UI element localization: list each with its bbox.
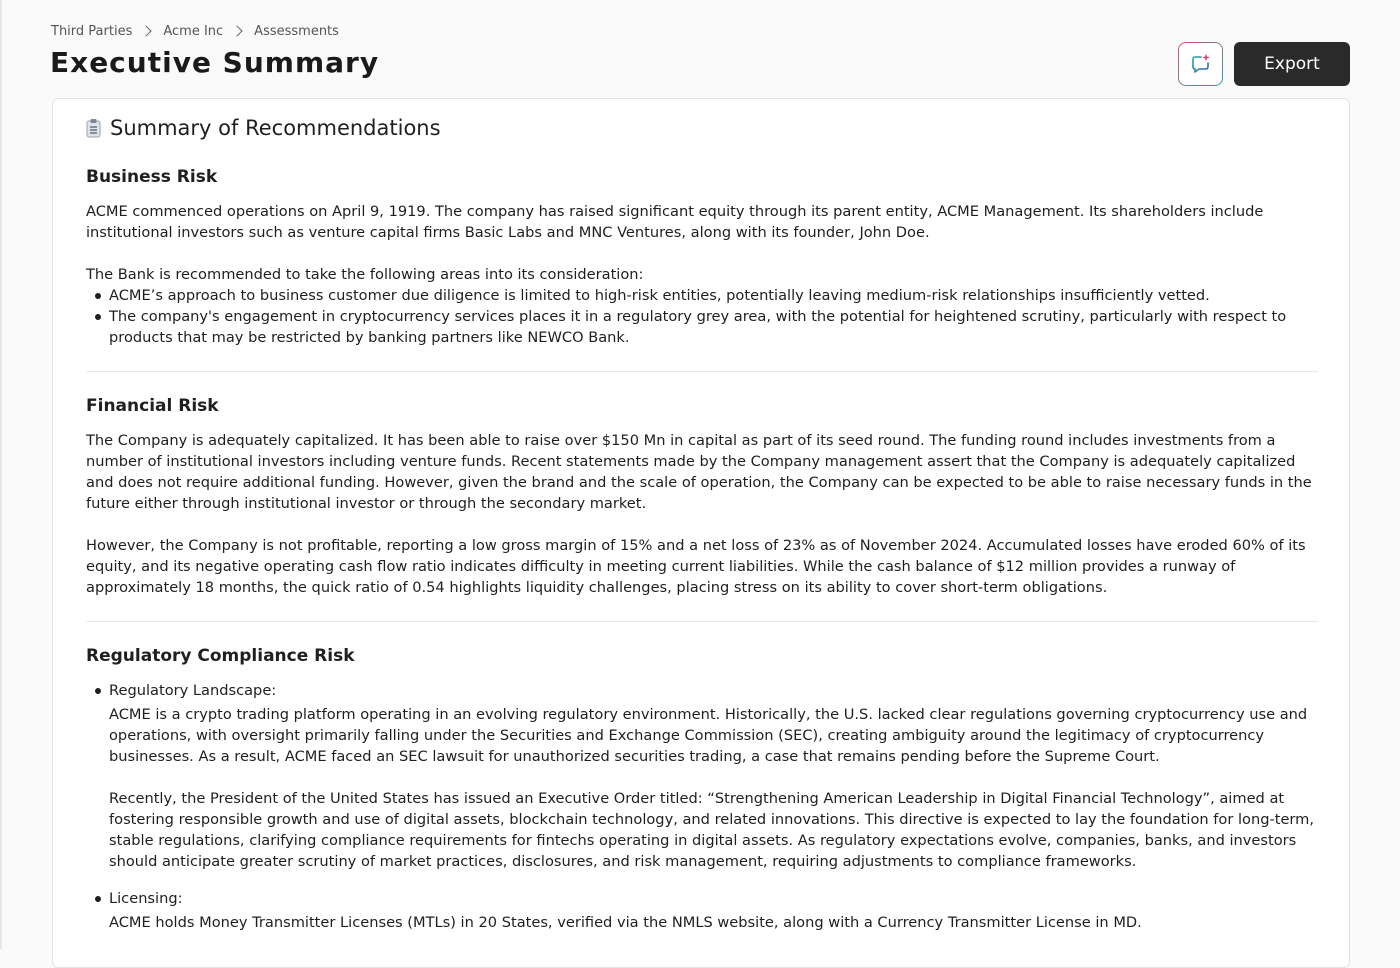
window-edge bbox=[0, 0, 2, 949]
section-title: Business Risk bbox=[86, 167, 218, 187]
list-item: The company's engagement in cryptocurrency services places it in a regulatory grey area, with the potential for heightened scrutiny, particularly with respect to products that may be restricted by banking partners like NEWCO Bank. bbox=[86, 306, 1318, 348]
page-title: Executive Summary bbox=[50, 46, 380, 79]
chat-sparkle-icon bbox=[1189, 52, 1213, 76]
financial-risk-section bbox=[86, 394, 1318, 598]
section-divider bbox=[86, 371, 1318, 372]
section-divider bbox=[86, 621, 1318, 622]
financial-risk-paragraph: However, the Company is not profitable, reporting a low gross margin of 15% and a net loss of 23% as of November 2024. Accumulated losses have eroded 60% of its equity, and its negative operating cash flow ratio indicates difficulty in meeting current liabilities. While the cash balance of $12 million provides a runway of approximately 18 months, the quick ratio of 0.54 highlights liquidity challenges, placing stress on its ability to cover short-term obligations. bbox=[86, 537, 1306, 596]
business-risk-paragraph: ACME commenced operations on April 9, 1919. The company has raised significant equity through its parent entity, ACME Management. Its shareholders include institutional investors such as venture capital firms Basic Labs and MNC Ventures, along with its founder, John Doe. bbox=[86, 203, 1264, 241]
chevron-right-icon bbox=[232, 25, 243, 36]
financial-risk-paragraph: The Company is adequately capitalized. It has been able to raise over $150 Mn in capital as part of its seed round. The funding round includes investments from a number of institutional investors including venture funds. Recent statements made by the Company management assert that the Company is adequately capitalized and does not require additional funding. However, given the brand and the scale of operation, the Company can be expected to be able to raise necessary funds in the future either through institutional investor or through the secondary market. bbox=[86, 432, 1312, 512]
business-risk-intro: The Bank is recommended to take the following areas into its consideration: bbox=[86, 266, 644, 283]
regulatory-landscape-label: Regulatory Landscape: bbox=[109, 682, 277, 699]
business-risk-list bbox=[86, 285, 1318, 348]
ai-assistant-button[interactable] bbox=[1178, 42, 1223, 86]
breadcrumb bbox=[51, 22, 339, 40]
breadcrumb-assessments[interactable]: Assessments bbox=[254, 23, 339, 39]
clipboard-icon bbox=[86, 118, 101, 138]
card-header bbox=[86, 113, 441, 143]
regulatory-risk-list bbox=[86, 680, 1318, 933]
section-title: Regulatory Compliance Risk bbox=[86, 646, 355, 666]
licensing-label: Licensing: bbox=[109, 890, 183, 907]
card-title: Summary of Recommendations bbox=[110, 116, 441, 140]
regulatory-landscape-paragraph: Recently, the President of the United States has issued an Executive Order titled: “Strengthening American Leadership in Digital Financial Technology”, aimed at fostering responsible growth and use of digital assets, blockchain technology, and related innovations. This directive is expected to lay the foundation for long-term, stable regulations, clarifying compliance requirements for fintechs operating in digital assets. As regulatory expectations evolve, companies, banks, and investors should anticipate greater scrutiny of market practices, disclosures, and risk management, requiring adjustments to compliance frameworks. bbox=[109, 790, 1315, 870]
list-item bbox=[86, 680, 1318, 872]
chevron-right-icon bbox=[141, 25, 152, 36]
list-item: ACME’s approach to business customer due diligence is limited to high-risk entities, potentially leaving medium-risk relationships insufficiently vetted. bbox=[86, 285, 1318, 306]
business-risk-section bbox=[86, 165, 1318, 348]
breadcrumb-third-parties[interactable]: Third Parties bbox=[51, 23, 133, 39]
regulatory-risk-section bbox=[86, 644, 1318, 933]
summary-card bbox=[52, 98, 1350, 968]
regulatory-landscape-paragraph: ACME is a crypto trading platform operating in an evolving regulatory environment. Historically, the U.S. lacked clear regulations governing cryptocurrency use and operations, with oversight primarily falling under the Securities and Exchange Commission (SEC), creating ambiguity around the legitimacy of cryptocurrency businesses. As a result, ACME faced an SEC lawsuit for unauthorized securities trading, a case that remains pending before the Supreme Court. bbox=[109, 706, 1308, 765]
breadcrumb-acme-inc[interactable]: Acme Inc bbox=[163, 23, 224, 39]
list-item bbox=[86, 888, 1318, 933]
export-button[interactable]: Export bbox=[1234, 42, 1350, 86]
section-title: Financial Risk bbox=[86, 396, 219, 416]
licensing-paragraph: ACME holds Money Transmitter Licenses (MTLs) in 20 States, verified via the NMLS website, along with a Currency Transmitter License in MD. bbox=[109, 914, 1142, 931]
